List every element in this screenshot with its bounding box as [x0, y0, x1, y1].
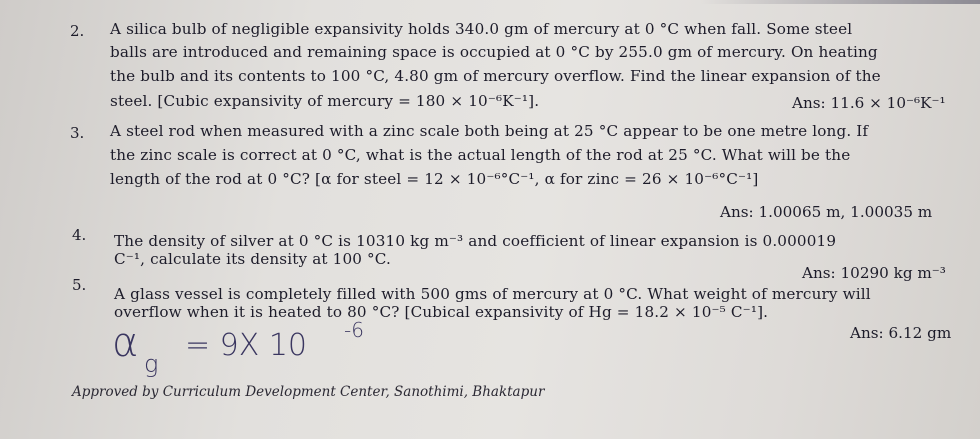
question-text-line: A glass vessel is completely filled with 500 gms of mercury at 0 °C. What weight of mercury will — [114, 285, 871, 303]
answer-text: Ans: 1.00065 m, 1.00035 m — [720, 203, 933, 221]
question-text-line: overflow when it is heated to 80 °C? [Cubical expansivity of Hg = 18.2 × 10⁻⁵ C⁻¹]. — [114, 303, 769, 321]
question-number: 2. — [70, 22, 85, 40]
answer-text: Ans: 11.6 × 10⁻⁶K⁻¹ — [792, 94, 946, 112]
handwritten-alpha: α — [112, 320, 139, 366]
question-text-line: balls are introduced and remaining space is occupied at 0 °C by 255.0 gm of mercury. On heating — [110, 43, 878, 61]
answer-text: Ans: 6.12 gm — [850, 324, 952, 342]
question-text-line: length of the rod at 0 °C? [α for steel = 12 × 10⁻⁶°C⁻¹, α for zinc = 26 × 10⁻⁶°C⁻¹] — [110, 170, 759, 188]
question-text-line: the zinc scale is correct at 0 °C, what is the actual length of the rod at 25 °C. What will be the — [110, 146, 851, 164]
handwritten-exponent: -6 — [344, 318, 364, 342]
handwritten-subscript: g — [144, 350, 159, 378]
footer-approval-note: Approved by Curriculum Development Center, Sanothimi, Bhaktapur — [72, 384, 545, 400]
question-text-line: The density of silver at 0 °C is 10310 kg m⁻³ and coefficient of linear expansion is 0.000019 — [114, 232, 837, 250]
question-number: 3. — [70, 124, 85, 142]
page-edge-shadow — [700, 0, 980, 4]
question-number: 5. — [72, 276, 87, 294]
answer-text: Ans: 10290 kg m⁻³ — [802, 264, 946, 282]
question-text-line: C⁻¹, calculate its density at 100 °C. — [114, 250, 392, 268]
question-text-line: A steel rod when measured with a zinc scale both being at 25 °C appear to be one metre long. If — [110, 122, 869, 140]
question-number: 4. — [72, 226, 87, 244]
question-text-line: A silica bulb of negligible expansivity holds 340.0 gm of mercury at 0 °C when fall. Some steel — [110, 20, 853, 38]
question-text-line: steel. [Cubic expansivity of mercury = 180 × 10⁻⁶K⁻¹]. — [110, 92, 540, 110]
question-text-line: the bulb and its contents to 100 °C, 4.80 gm of mercury overflow. Find the linear expansion of the — [110, 67, 881, 85]
handwritten-equation: = 9X 10 — [185, 328, 308, 363]
